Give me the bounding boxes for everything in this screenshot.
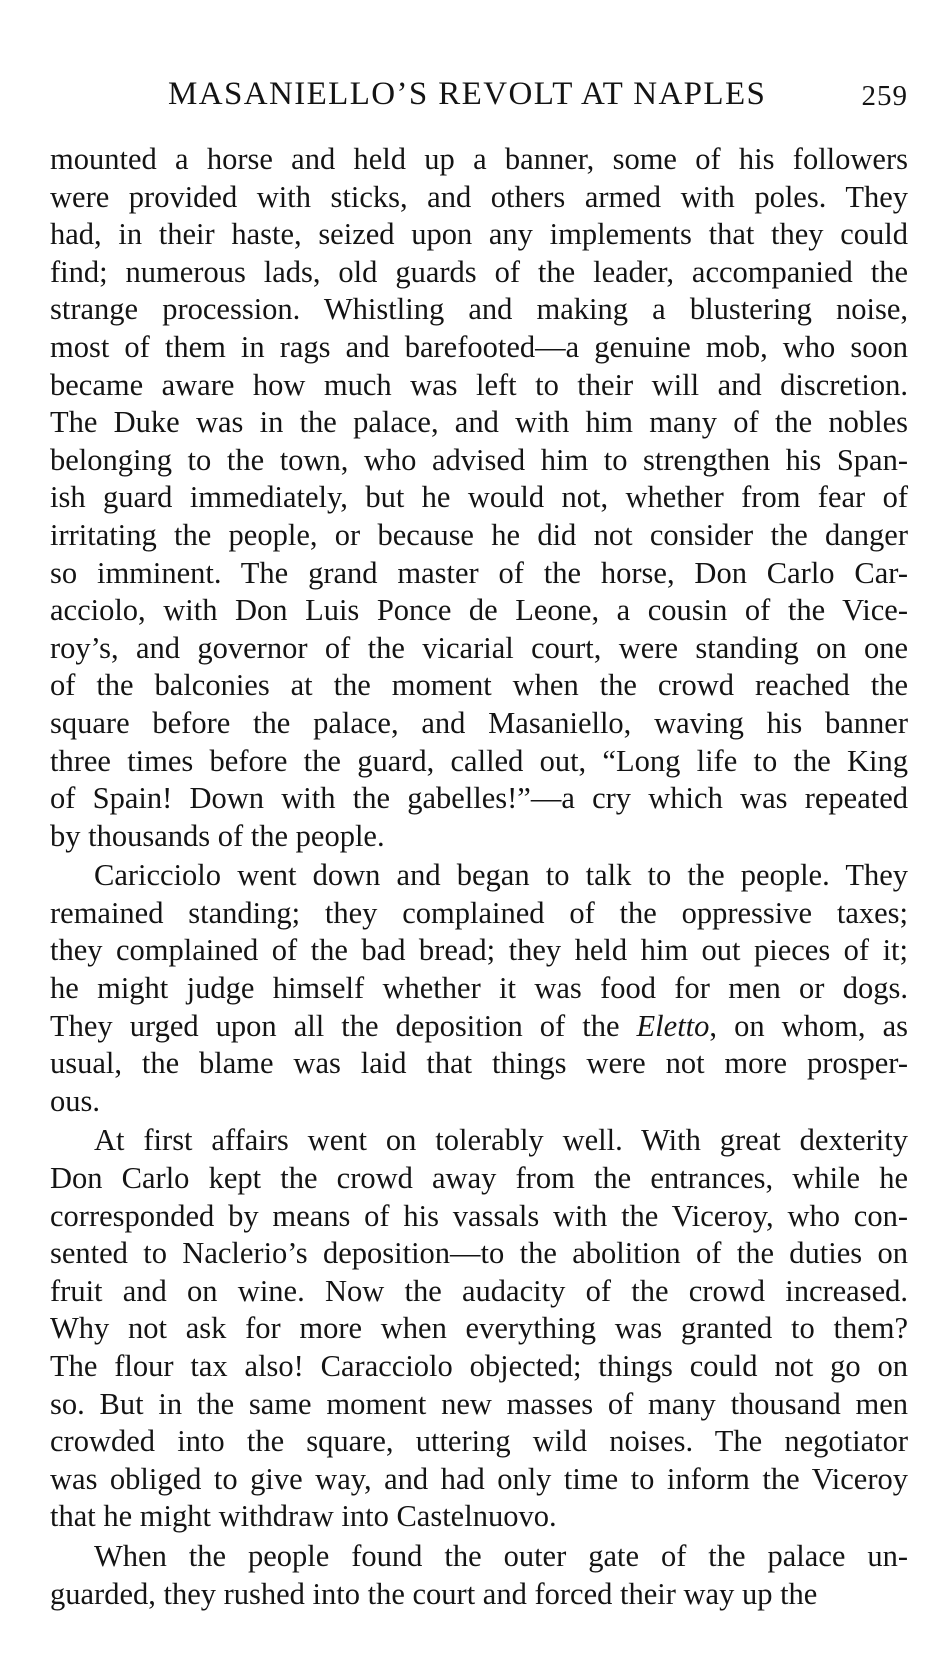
running-head [50, 76, 908, 120]
text-line: ous. [50, 1083, 100, 1118]
text-line: three times before the guard, called out, “Long life to the King [50, 743, 908, 778]
text-line: became aware how much was left to their will and discretion. [50, 367, 908, 402]
text-line: usual, the blame was laid that things were not more prosper- [50, 1046, 908, 1081]
text-line: he might judge himself whether it was food for men or dogs. [50, 971, 908, 1006]
text-line: belonging to the town, who advised him to strengthen his Span- [50, 442, 908, 477]
text-line: had, in their haste, seized upon any implements that they could [50, 217, 908, 252]
text-line: corresponded by means of his vassals with the Viceroy, who con- [50, 1198, 908, 1233]
text-line: Don Carlo kept the crowd away from the entrances, while he [50, 1161, 908, 1196]
text-line: by thousands of the people. [50, 818, 385, 853]
text-line: Why not ask for more when everything was granted to them? [50, 1311, 908, 1346]
text-line: crowded into the square, uttering wild noises. The negotiator [50, 1424, 908, 1459]
text-line: of the balconies at the moment when the crowd reached the [50, 668, 908, 703]
text-line: ish guard immediately, but he would not, whether from fear of [50, 480, 908, 515]
text-line: When the people found the outer gate of the palace un- [94, 1538, 908, 1573]
text-line: strange procession. Whistling and making a blustering noise, [50, 292, 908, 327]
text-line: The flour tax also! Caracciolo objected; things could not go on [50, 1349, 908, 1383]
text-line: they complained of the bad bread; they held him out pieces of it; [50, 933, 908, 968]
text-line: of Spain! Down with the gabelles!”—a cry which was repeated [50, 781, 908, 816]
text-line: find; numerous lads, old guards of the leader, accompanied the [50, 254, 908, 289]
body-text [50, 141, 908, 1613]
text-line: was obliged to give way, and had only time to inform the Viceroy [50, 1461, 908, 1496]
paragraph [50, 857, 908, 1120]
text-line: Caricciolo went down and began to talk to the people. They [94, 858, 908, 893]
page-number: 259 [861, 80, 908, 112]
text-line: fruit and on wine. Now the audacity of the crowd increased. [50, 1273, 908, 1308]
text-line: roy’s, and governor of the vicarial court, were standing on one [50, 630, 908, 665]
text-line: square before the palace, and Masaniello, waving his banner [50, 705, 908, 740]
paragraph [50, 141, 908, 855]
text-line: mounted a horse and held up a banner, some of his followers [50, 142, 908, 176]
text-line: so. But in the same moment new masses of many thousand men [50, 1386, 908, 1421]
text-line: sented to Naclerio’s deposition—to the abolition of the duties on [50, 1236, 908, 1271]
text-line: remained standing; they complained of the oppressive taxes; [50, 895, 908, 930]
text-line: The Duke was in the palace, and with him many of the nobles [50, 405, 908, 440]
text-line: acciolo, with Don Luis Ponce de Leone, a cousin of the Vice- [50, 593, 908, 628]
text-line: so imminent. The grand master of the horse, Don Carlo Car- [50, 555, 908, 590]
paragraph [50, 1538, 908, 1613]
text-line: most of them in rags and barefooted—a genuine mob, who soon [50, 329, 908, 364]
text-line: that he might withdraw into Castelnuovo. [50, 1499, 557, 1534]
text-line: At first affairs went on tolerably well. With great dexterity [94, 1123, 908, 1158]
running-title: MASANIELLO’S REVOLT AT NAPLES [168, 76, 767, 112]
paragraph [50, 1122, 908, 1536]
text-line: They urged upon all the deposition of the Eletto, on whom, as [50, 1008, 908, 1043]
text-line: were provided with sticks, and others armed with poles. They [50, 179, 908, 214]
text-line: guarded, they rushed into the court and forced their way up the [50, 1576, 818, 1611]
text-line: irritating the people, or because he did not consider the danger [50, 517, 908, 552]
